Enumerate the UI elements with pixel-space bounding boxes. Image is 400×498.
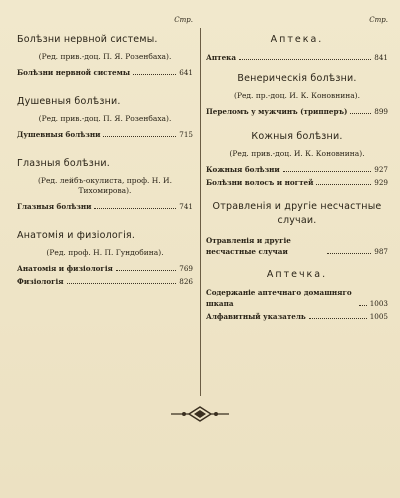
section-title: Аптека. — [270, 34, 324, 45]
leader-dots — [327, 253, 371, 254]
leader-dots — [239, 59, 371, 60]
entry-page: 929 — [374, 178, 388, 187]
toc-entry[interactable] — [206, 287, 388, 309]
section-nervous — [17, 34, 193, 78]
leader-dots — [359, 305, 367, 306]
ornament-icon — [169, 405, 231, 423]
toc-entry[interactable] — [17, 201, 193, 212]
section-editor: (Ред. прив.-доц. И. К. Коновнина). — [229, 149, 365, 158]
right-column — [206, 16, 388, 332]
left-column — [17, 16, 193, 297]
entry-page: 826 — [179, 277, 193, 286]
entry-label: Болѣзни нервной системы — [17, 68, 131, 77]
leader-dots — [316, 184, 371, 185]
section-poisoning — [206, 200, 388, 257]
leader-dots — [309, 318, 367, 319]
entry-label: Переломъ у мужчинъ (трипперъ) — [206, 107, 348, 116]
entry-label: Кожныя болѣзни — [206, 165, 280, 174]
section-editor: (Ред. проф. Н. П. Гундобина). — [46, 248, 164, 257]
section-pharmacy — [206, 34, 388, 63]
section-title: Отравленія и другіе несчастные случаи. — [212, 201, 382, 226]
entry-label: Физіологія — [17, 277, 64, 286]
section-skin — [206, 131, 388, 188]
leader-dots — [350, 113, 371, 114]
entry-label: Болѣзни волосъ и ногтей — [206, 178, 314, 187]
section-title: Венерическія болѣзни. — [237, 73, 357, 84]
leader-dots — [103, 136, 176, 137]
toc-entry[interactable] — [206, 177, 388, 188]
section-eye — [17, 158, 193, 212]
entry-label: Душевныя болѣзни — [17, 130, 101, 139]
section-title: Кожныя болѣзни. — [251, 131, 343, 142]
section-anatomy — [17, 230, 193, 287]
leader-dots — [116, 270, 176, 271]
entry-page: 899 — [374, 107, 388, 116]
entry-page: 1005 — [369, 312, 388, 321]
leader-dots — [133, 74, 176, 75]
entry-page: 987 — [374, 247, 388, 256]
section-title: Глазныя болѣзни. — [17, 158, 110, 169]
section-editor: (Ред. пр.-доц. И. К. Коновнина). — [234, 91, 360, 100]
entry-page: 715 — [179, 130, 193, 139]
section-editor: (Ред. лейбъ-окулиста, проф. Н. И. Тихомирова). — [38, 176, 172, 195]
leader-dots — [67, 283, 177, 284]
leader-dots — [94, 208, 176, 209]
section-venereal — [206, 73, 388, 117]
section-title: Душевныя болѣзни. — [17, 96, 121, 107]
entry-label: Анатомія и физіологія — [17, 264, 113, 273]
toc-entry[interactable] — [17, 276, 193, 287]
page-label-left: Стр. — [174, 16, 193, 24]
toc-entry[interactable] — [206, 106, 388, 117]
toc-entry[interactable] — [206, 164, 388, 175]
page-label-right: Стр. — [369, 16, 388, 24]
entry-page: 927 — [374, 165, 388, 174]
toc-entry[interactable] — [206, 235, 388, 257]
entry-page: 641 — [179, 68, 193, 77]
toc-entry[interactable] — [17, 129, 193, 140]
entry-page: 769 — [179, 264, 193, 273]
entry-label: Аптека — [206, 53, 236, 62]
entry-page: 1003 — [369, 299, 388, 308]
toc-entry[interactable] — [206, 311, 388, 322]
section-title: Анатомія и физіологія. — [17, 230, 136, 241]
section-title: Болѣзни нервной системы. — [17, 34, 158, 45]
section-medicine-chest — [206, 269, 388, 322]
entry-label: Содержаніе аптечнаго домашняго шкапа — [206, 288, 352, 308]
entry-label: Алфавитный указатель — [206, 312, 306, 321]
toc-entry[interactable] — [17, 263, 193, 274]
toc-entry[interactable] — [17, 67, 193, 78]
entry-page: 741 — [179, 202, 193, 211]
column-divider — [200, 28, 201, 396]
entry-label: Отравленія и другіе несчастные случаи — [206, 236, 291, 256]
section-mental — [17, 96, 193, 140]
leader-dots — [283, 171, 372, 172]
section-editor: (Ред. прив.-доц. П. Я. Розенбаха). — [38, 52, 172, 61]
section-title: Аптечка. — [266, 269, 328, 280]
toc-entry[interactable] — [206, 52, 388, 63]
entry-label: Глазныя болѣзни — [17, 202, 92, 211]
section-editor: (Ред. прив.-доц. П. Я. Розенбаха). — [38, 114, 172, 123]
entry-page: 841 — [374, 53, 388, 62]
